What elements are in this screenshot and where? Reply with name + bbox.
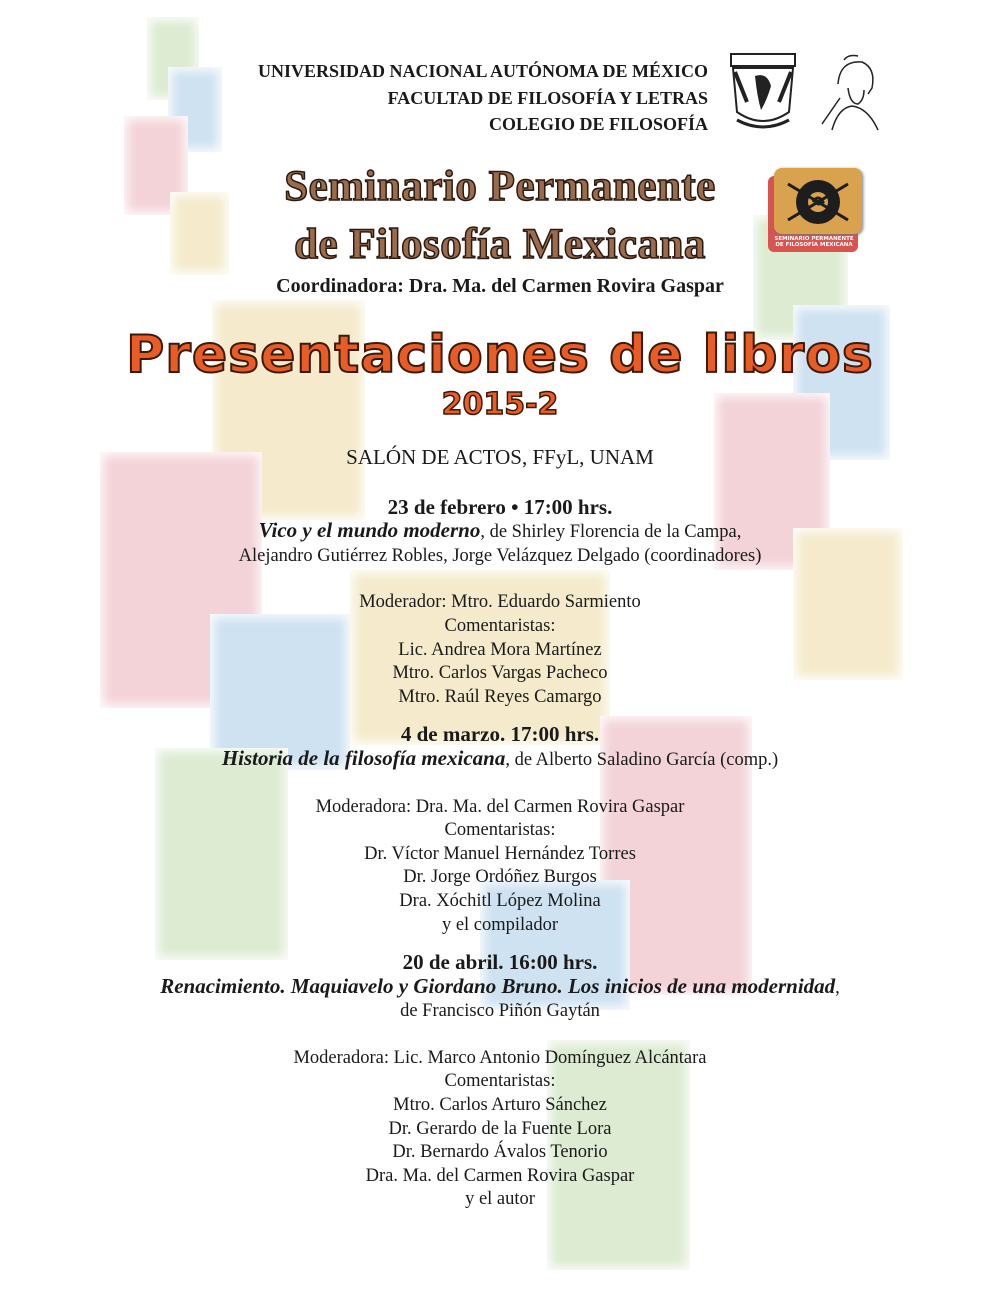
book-title: Renacimiento. Maquiavelo y Giordano Bruno. Los inicios de una modernidad bbox=[160, 973, 836, 998]
session bbox=[0, 723, 1000, 937]
commentators-label: Comentaristas: bbox=[444, 820, 556, 841]
commentator: Dr. Jorge Ordóñez Burgos bbox=[403, 867, 597, 888]
college-name: COLEGIO DE FILOSOFÍA bbox=[488, 114, 708, 134]
commentator: Dra. Xóchitl López Molina bbox=[399, 890, 601, 911]
venue-location: , FFyL, UNAM bbox=[521, 445, 654, 469]
commentator: Dr. Bernardo Ávalos Tenorio bbox=[392, 1142, 608, 1163]
book-info bbox=[0, 975, 1000, 1001]
commentator: Dr. Gerardo de la Fuente Lora bbox=[388, 1118, 612, 1139]
moderator: Moderador: Mtro. Eduardo Sarmiento bbox=[359, 592, 641, 613]
program bbox=[0, 446, 1000, 1212]
moderator: Moderadora: Dra. Ma. del Carmen Rovira Gaspar bbox=[315, 796, 685, 817]
university-name: UNIVERSIDAD NACIONAL AUTÓNOMA DE MÉXICO bbox=[257, 61, 708, 81]
venue bbox=[0, 446, 1000, 470]
event-period: 2015-2 bbox=[441, 387, 559, 422]
coordinator: Coordinadora: Dra. Ma. del Carmen Rovira Gaspar bbox=[276, 275, 724, 297]
session-date: 4 de marzo. 17:00 hrs. bbox=[400, 722, 600, 747]
commentator: y el compilador bbox=[441, 914, 559, 935]
commentators-label: Comentaristas: bbox=[444, 1071, 556, 1092]
session-date: 23 de febrero • 17:00 hrs. bbox=[387, 494, 613, 519]
book-authors: , de Alberto Saladino García (comp.) bbox=[505, 749, 779, 770]
commentators-label: Comentaristas: bbox=[444, 615, 556, 636]
book-authors: , de Shirley Florencia de la Campa, bbox=[480, 522, 742, 543]
venue-name: SALÓN DE ACTOS bbox=[346, 445, 522, 469]
session-date: 20 de abril. 16:00 hrs. bbox=[402, 950, 598, 975]
book-authors-line2: de Francisco Piñón Gaytán bbox=[400, 1001, 600, 1022]
athena-head-icon bbox=[818, 54, 882, 134]
book-info bbox=[0, 747, 1000, 773]
session bbox=[0, 496, 1000, 710]
commentator: Lic. Andrea Mora Martínez bbox=[398, 639, 602, 660]
session bbox=[0, 951, 1000, 1212]
commentator: y el autor bbox=[465, 1189, 535, 1210]
seminar-title-line2: de Filosofía Mexicana bbox=[294, 221, 706, 268]
commentator: Mtro. Carlos Vargas Pacheco bbox=[392, 663, 608, 684]
seminar-logo-caption: SEMINARIO PERMANENTE DE FILOSOFÍA MEXICANA bbox=[774, 236, 854, 248]
book-punctuation: , bbox=[835, 977, 840, 998]
unam-crest-icon bbox=[727, 52, 799, 132]
event-title: Presentaciones de libros bbox=[126, 325, 874, 385]
book-title: Historia de la filosofía mexicana bbox=[221, 745, 506, 770]
commentator: Dra. Ma. del Carmen Rovira Gaspar bbox=[365, 1165, 635, 1186]
commentator: Mtro. Raúl Reyes Camargo bbox=[398, 686, 602, 707]
book-title: Vico y el mundo moderno bbox=[258, 518, 481, 543]
moderator: Moderadora: Lic. Marco Antonio Domínguez Alcántara bbox=[293, 1047, 707, 1068]
seminar-title-line1: Seminario Permanente bbox=[284, 163, 716, 210]
book-info bbox=[0, 519, 1000, 545]
institution-header bbox=[258, 58, 708, 138]
commentator: Mtro. Carlos Arturo Sánchez bbox=[393, 1095, 607, 1116]
faculty-name: FACULTAD DE FILOSOFÍA Y LETRAS bbox=[387, 87, 708, 108]
book-authors-line2: Alejandro Gutiérrez Robles, Jorge Velázquez Delgado (coordinadores) bbox=[238, 545, 762, 566]
commentator: Dr. Víctor Manuel Hernández Torres bbox=[364, 843, 636, 864]
